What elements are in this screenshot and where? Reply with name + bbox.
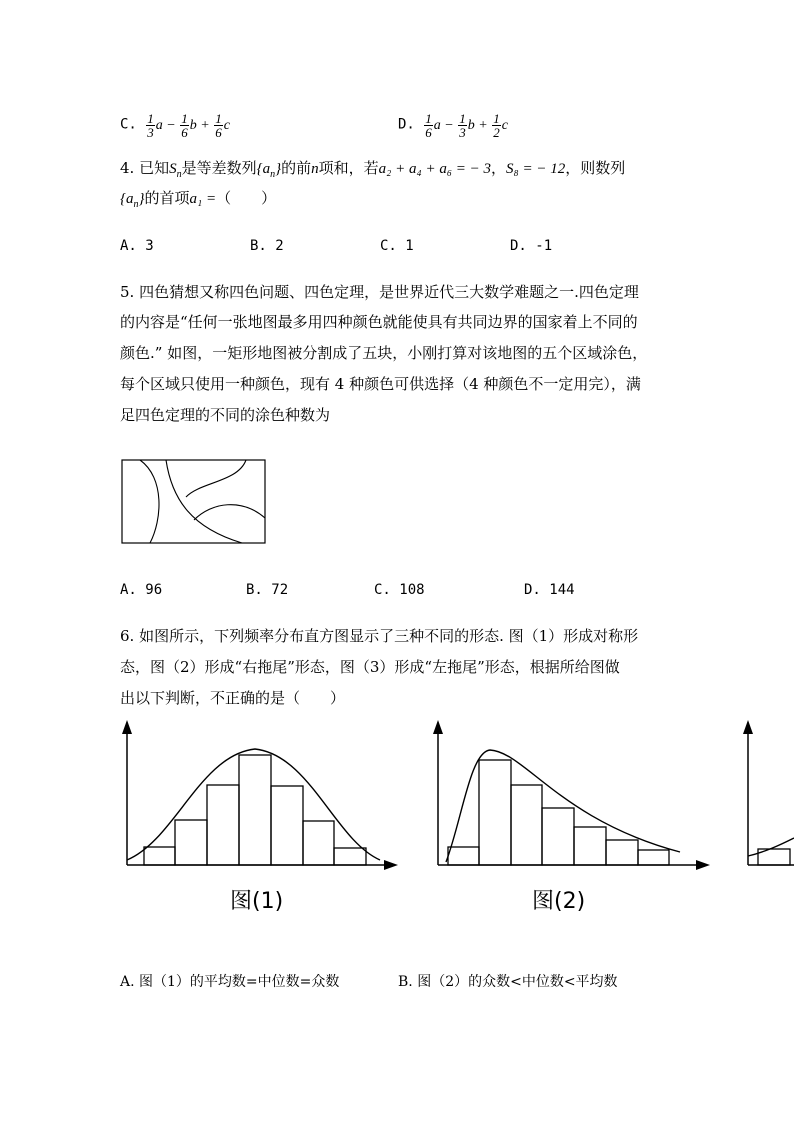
histogram-bar — [638, 850, 669, 865]
histogram-bar — [271, 786, 303, 865]
n-symbol: n — [311, 161, 319, 177]
map-region-boundary-middle — [166, 460, 242, 543]
q6-option-a: A. 图（1）的平均数=中位数=众数 — [120, 974, 340, 990]
q4-option-d: D. -1 — [510, 238, 553, 254]
option-label: C. — [120, 116, 137, 133]
q5-option-a: A. 96 — [120, 582, 163, 598]
an-sequence: $\{a_n\}$ — [256, 161, 282, 180]
q4-stem-line-2: $\{a_n\}$的首项a₁ =（ ） — [120, 189, 277, 210]
figure-2-caption: 图(2) — [532, 889, 586, 914]
equation-1: a₂ + a₄ + a₆ = − 3 — [378, 161, 492, 177]
map-region-boundary-left — [140, 460, 159, 543]
option-label: D. — [398, 116, 415, 133]
map-region-boundary-right — [194, 505, 265, 520]
option-d-expression: $\frac{1}{6}$ a − $\frac{1}{3}$ b + $\frac{1}{2}$ c — [425, 111, 508, 140]
q4-option-a: A. 3 — [120, 238, 154, 254]
option-c-expression: $\frac{1}{3}$ a − $\frac{1}{6}$ b + $\frac{1}{6}$ c — [147, 111, 230, 140]
q5-stem-line-4: 每个区域只使用一种颜色，现有 4 种颜色可供选择（4 种颜色不一定用完），满 — [120, 375, 641, 393]
x-axis-arrow — [696, 860, 710, 870]
histogram-bar — [542, 808, 574, 865]
histogram-bar — [175, 820, 207, 865]
histogram-bar — [144, 847, 175, 865]
histogram-bar — [207, 785, 239, 865]
q4-option-c: C. 1 — [380, 238, 414, 254]
figure-1-caption: 图(1) — [230, 889, 284, 914]
q6-stem-line-3: 出以下判断，不正确的是（ ） — [120, 689, 346, 707]
density-curve — [748, 838, 794, 856]
an-sequence: $\{a_n\}$ — [120, 191, 145, 210]
histogram-figure-3-partial — [743, 720, 794, 865]
histogram-bar — [303, 821, 334, 865]
x-axis-arrow — [384, 860, 398, 870]
histogram-bar — [239, 755, 271, 865]
histogram-bar — [448, 847, 479, 865]
sn-symbol: $S_n$ — [169, 161, 182, 180]
q5-stem-line-2: 的内容是“任何一张地图最多用四种颜色就能使具有共同边界的国家着上不同的 — [120, 313, 638, 331]
q5-stem-line-5: 足四色定理的不同的涂色种数为 — [120, 406, 331, 424]
density-curve — [446, 750, 680, 862]
histogram-bar — [511, 785, 542, 865]
equation-2: S₈ = − 12 — [506, 161, 566, 177]
histogram-bar — [334, 848, 366, 865]
y-axis-arrow — [122, 720, 132, 734]
q6-option-b: B. 图（2）的众数<中位数<平均数 — [398, 974, 618, 990]
map-region-boundary-top — [186, 460, 246, 497]
density-curve — [127, 749, 380, 860]
q5-stem-line-3: 颜色.” 如图，一矩形地图被分割成了五块，小刚打算对该地图的五个区域涂色， — [120, 344, 648, 362]
histogram-bar — [574, 827, 606, 865]
q6-stem-line-1: 6. 如图所示，下列频率分布直方图显示了三种不同的形态. 图（1）形成对称形 — [120, 627, 639, 645]
y-axis-arrow — [743, 720, 753, 734]
q4-stem-line-1: 4. 已知$S_n$是等差数列$\{a_n\}$的前n项和，若a₂ + a₄ + a₆ = − 3，S₈ = − 12，则数列 — [120, 159, 626, 180]
q5-stem-line-1: 5. 四色猜想又称四色问题、四色定理，是世界近代三大数学难题之一.四色定理 — [120, 283, 639, 301]
q6-stem-line-2: 态，图（2）形成“右拖尾”形态，图（3）形成“左拖尾”形态，根据所给图做 — [120, 658, 620, 676]
q5-option-c: C. 108 — [374, 582, 425, 598]
histogram-bar — [479, 760, 511, 865]
y-axis-arrow — [433, 720, 443, 734]
histogram-figure-2 — [433, 720, 710, 870]
histogram-figure-1 — [122, 720, 398, 870]
q5-option-b: B. 72 — [246, 582, 289, 598]
map-border — [122, 460, 265, 543]
q4-option-b: B. 2 — [250, 238, 284, 254]
q5-option-d: D. 144 — [524, 582, 575, 598]
a1-symbol: a₁ = — [189, 191, 217, 207]
histogram-bar — [606, 840, 638, 865]
